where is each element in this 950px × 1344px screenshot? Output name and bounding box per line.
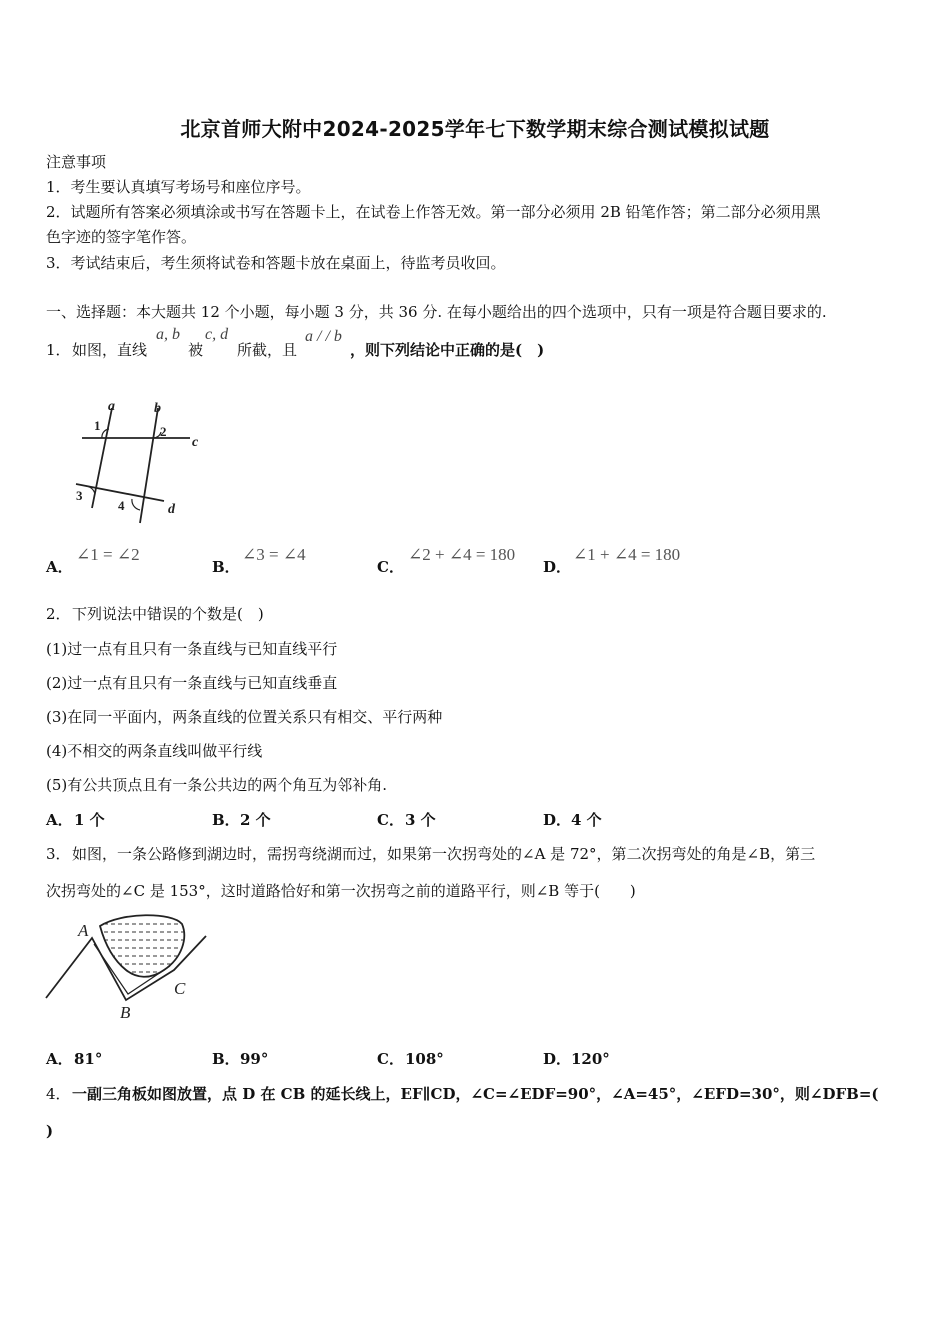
q2-number: 2．: [46, 605, 71, 623]
q1-text: ，则下列结论中正确的是( ): [350, 341, 545, 359]
section-heading: 一、选择题：本大题共 12 个小题，每小题 3 分，共 36 分. 在每小题给出的四个选项中，只有一项是符合题目要求的.: [46, 303, 827, 321]
angle-arc-4: [132, 499, 140, 510]
q3-option-b-letter: B．: [212, 1050, 240, 1068]
q1-math-parallel: a / / b: [305, 328, 342, 345]
q3-number: 3．: [46, 845, 71, 863]
label-A: A: [78, 921, 89, 940]
q1-number: 1．: [46, 341, 71, 359]
q2-text: 下列说法中错误的个数是( ): [72, 605, 264, 623]
q1-option-b-letter: B．: [212, 558, 240, 576]
label-C: C: [174, 979, 186, 998]
q2-option-a-letter: A．: [46, 811, 73, 829]
q3-option-c-letter: C．: [377, 1050, 404, 1068]
q4-text-line2: ): [46, 1122, 54, 1140]
q2-statement: (5)有公共顶点且有一条公共边的两个角互为邻补角.: [46, 776, 388, 794]
label-a: a: [108, 399, 115, 414]
q2-option-b-letter: B．: [212, 811, 240, 829]
q3-option-a-letter: A．: [46, 1050, 73, 1068]
label-c: c: [192, 435, 199, 450]
label-B: B: [120, 1003, 131, 1022]
q2-statement: (3)在同一平面内，两条直线的位置关系只有相交、平行两种: [46, 708, 443, 726]
q1-text: 被: [188, 341, 204, 359]
notice-heading: 注意事项: [46, 153, 107, 171]
q4-text-line1: 一副三角板如图放置，点 D 在 CB 的延长线上，EF∥CD，∠C=∠EDF=90°，∠A=45°，∠EFD=30°，则∠DFB=(: [72, 1085, 879, 1103]
q1-option-d-value: ∠1 + ∠4 = 180: [573, 545, 681, 564]
q1-figure: [72, 398, 207, 528]
q1-option-a-letter: A．: [46, 558, 73, 576]
q2-option-c-value: 3 个: [405, 811, 436, 829]
page-title: 北京首师大附中2024-2025学年七下数学期末综合测试模拟试题: [180, 117, 770, 141]
q1-option-a-value: ∠1 = ∠2: [76, 545, 140, 564]
label-2: 2: [160, 424, 167, 439]
q1-option-c-letter: C．: [377, 558, 404, 576]
q2-option-d-value: 4 个: [571, 811, 602, 829]
label-4: 4: [118, 498, 125, 513]
notice-item: 2．试题所有答案必须填涂或书写在答题卡上，在试卷上作答无效。第一部分必须用 2B 铅笔作答；第二部分必须用黑: [46, 203, 821, 221]
notice-item: 3．考试结束后，考生须将试卷和答题卡放在桌面上，待监考员收回。: [46, 254, 506, 272]
q1-option-d-letter: D．: [543, 558, 572, 576]
q2-statement: (1)过一点有且只有一条直线与已知直线平行: [46, 640, 338, 658]
q3-option-d-letter: D．: [543, 1050, 572, 1068]
q2-option-a-value: 1 个: [74, 811, 105, 829]
q3-option-b-value: 99°: [240, 1050, 269, 1068]
q3-option-a-value: 81°: [74, 1050, 103, 1068]
label-3: 3: [76, 488, 83, 503]
q3-option-c-value: 108°: [405, 1050, 444, 1068]
q1-math-ab: a, b: [156, 326, 180, 343]
q1-math-cd: c, d: [205, 326, 229, 343]
q2-option-c-letter: C．: [377, 811, 404, 829]
q1-text: 如图，直线: [72, 341, 148, 359]
q1-text: 所截，且: [237, 341, 298, 359]
label-1: 1: [94, 418, 101, 433]
q2-statement: (4)不相交的两条直线叫做平行线: [46, 742, 263, 760]
q4-number: 4．: [46, 1085, 71, 1103]
q2-option-b-value: 2 个: [240, 811, 271, 829]
notice-item: 色字迹的签字笔作答。: [46, 228, 197, 246]
q2-option-d-letter: D．: [543, 811, 572, 829]
label-b: b: [154, 401, 161, 416]
line-b: [140, 408, 158, 523]
q3-text-line2: 次拐弯处的∠C 是 153°，这时道路恰好和第一次拐弯之前的道路平行，则∠B 等于( ): [46, 882, 636, 900]
q2-statement: (2)过一点有且只有一条直线与已知直线垂直: [46, 674, 338, 692]
q3-text-line1: 如图，一条公路修到湖边时，需拐弯绕湖而过，如果第一次拐弯处的∠A 是 72°，第二次拐弯处的角是∠B，第三: [72, 845, 816, 863]
label-d: d: [168, 502, 175, 517]
notice-item: 1．考生要认真填写考场号和座位序号。: [46, 178, 311, 196]
q3-option-d-value: 120°: [571, 1050, 610, 1068]
q1-option-b-value: ∠3 = ∠4: [242, 545, 306, 564]
q3-figure: [42, 908, 212, 1026]
q1-option-c-value: ∠2 + ∠4 = 180: [408, 545, 516, 564]
